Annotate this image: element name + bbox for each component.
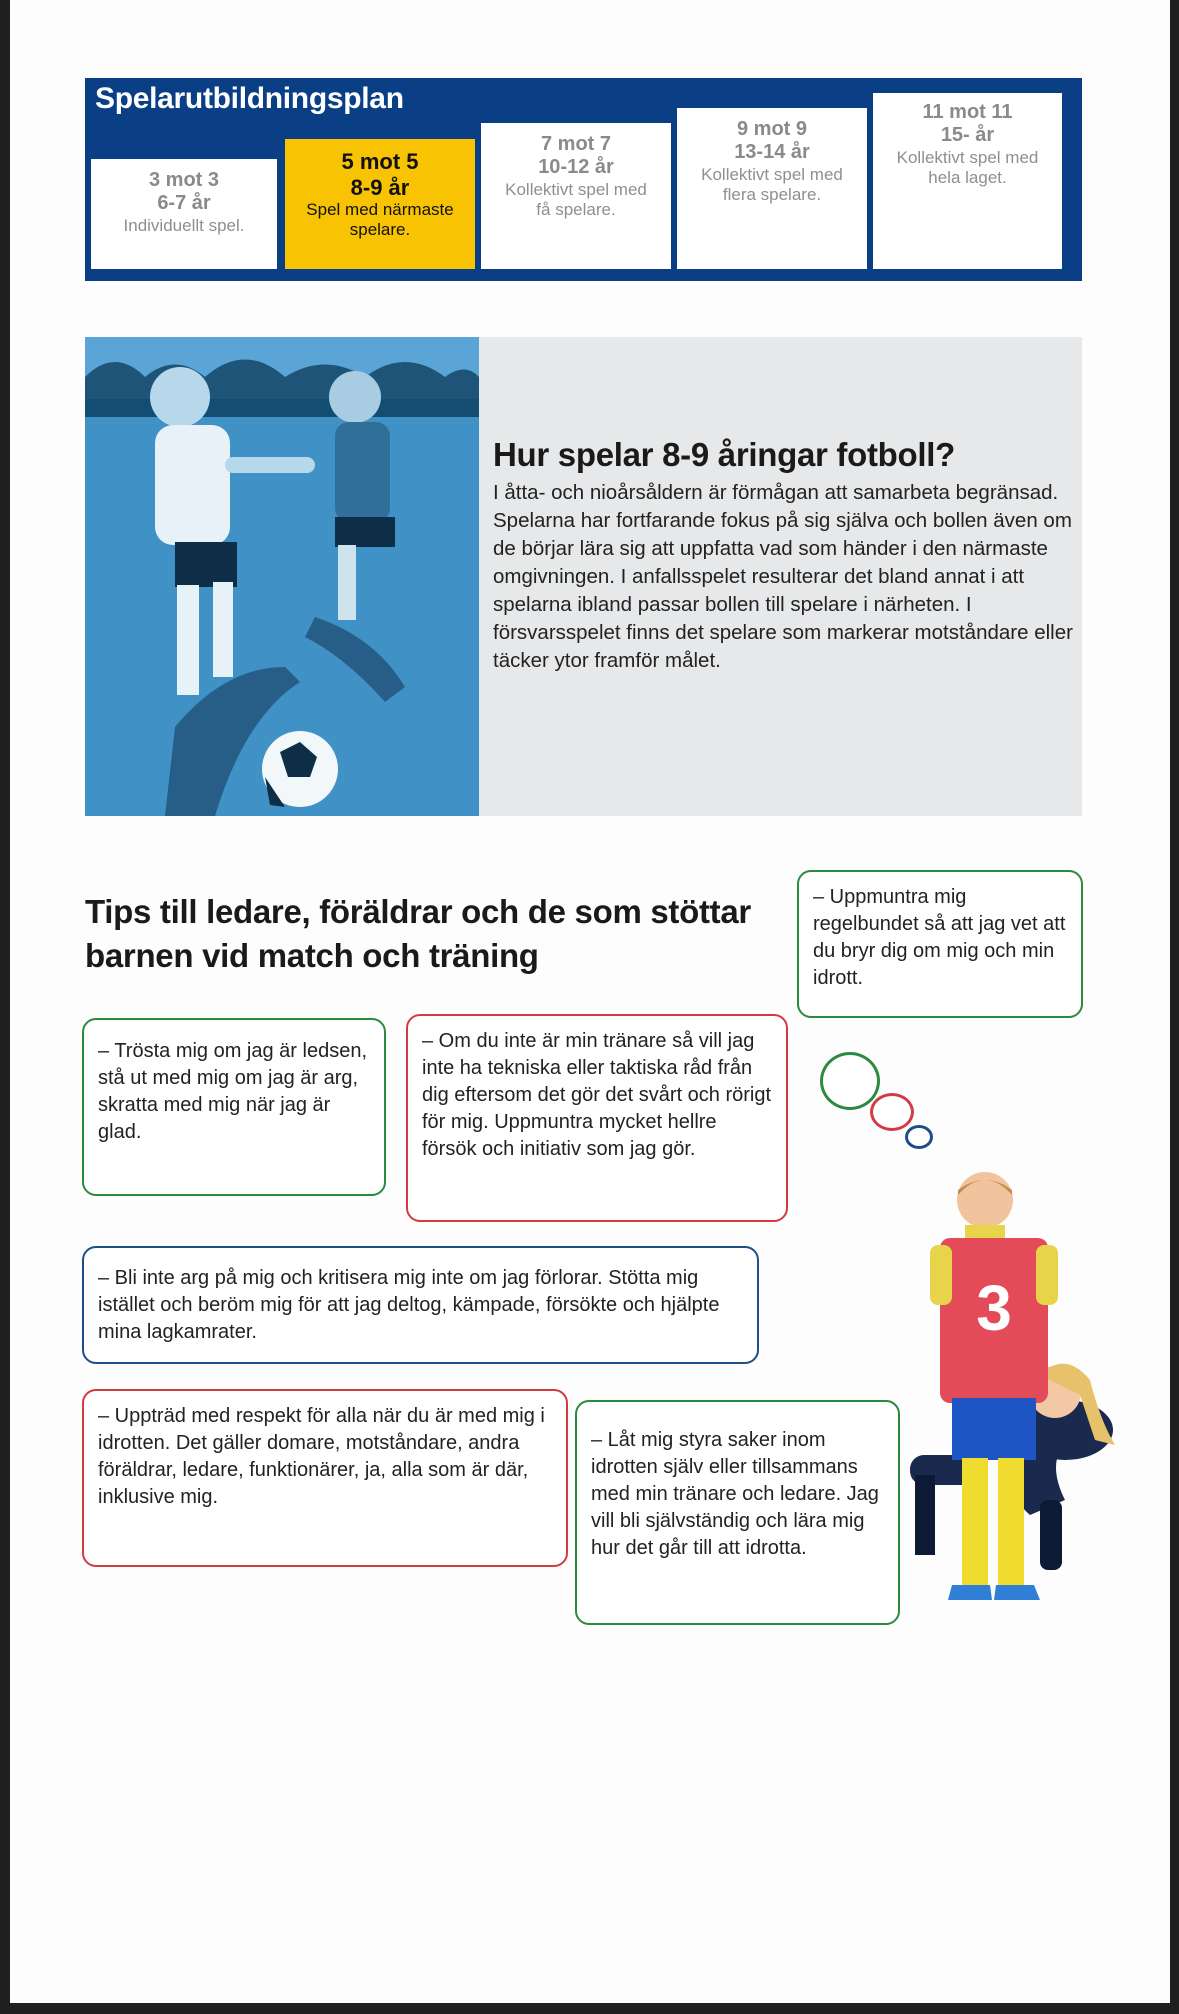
thought-cloud-medium	[870, 1093, 914, 1131]
stage-format: 7 mot 7	[540, 133, 612, 155]
stage-description: Kollektivt spel med flera spelare.	[701, 164, 843, 204]
stage-format: 5 mot 5	[341, 149, 419, 174]
article-title: Hur spelar 8-9 åringar fotboll?	[493, 436, 955, 473]
tip-bubble-comfort	[82, 1018, 386, 1196]
stage-description: Kollektivt spel med hela laget.	[896, 147, 1039, 187]
player-development-plan	[85, 78, 1082, 281]
stage-age: 15- år	[940, 124, 995, 147]
thought-cloud-small	[905, 1125, 933, 1149]
tip-bubble-respect	[82, 1389, 568, 1567]
stage-age: 10-12 år	[538, 156, 614, 179]
tip-bubble-losing	[82, 1246, 759, 1364]
tip-text: – Uppträd med respekt för alla när du är med mig i idrotten. Det gäller domare, motståndare, andra föräldrar, ledare, funktionärer, ja, alla som är där, inklusive mig.	[98, 1405, 545, 1508]
stage-format: 3 mot 3	[148, 169, 220, 191]
stage-format: 9 mot 9	[736, 118, 808, 140]
players-illustration	[890, 1170, 1130, 1620]
tip-text: – Låt mig styra saker inom idrotten själv eller tillsammans med min tränare och ledare. Jag vill bli självständig och lära mig hur det går till att idrotta.	[591, 1429, 879, 1559]
tip-bubble-advice	[406, 1014, 788, 1222]
tips-title: Tips till ledare, föräldrar och de som stöttar barnen vid match och träning	[85, 893, 751, 974]
age-group-article	[85, 337, 1082, 816]
stage-age: 6-7 år	[157, 192, 211, 215]
stage-description: Individuellt spel.	[123, 215, 245, 235]
tip-bubble-encourage	[797, 870, 1083, 1018]
stage-format: 11 mot 11	[922, 101, 1013, 123]
stage-description: Spel med närmaste spelare.	[306, 200, 454, 240]
tip-text: – Om du inte är min tränare så vill jag inte ha tekniska eller taktiska råd från dig eftersom det gör det svårt och rörigt för mig. Uppmuntra mycket hellre försök och initiativ som jag gör.	[422, 1030, 772, 1160]
plan-stage-5v5	[285, 139, 475, 269]
stage-age: 8-9 år	[350, 174, 410, 200]
thought-cloud-large	[820, 1052, 880, 1110]
tip-text: – Bli inte arg på mig och kritisera mig inte om jag förlorar. Stötta mig istället och beröm mig för att jag deltog, kämpade, försökte och hjälpte mina lagkamrater.	[98, 1267, 720, 1343]
stage-age: 13-14 år	[734, 141, 810, 164]
tip-text: – Uppmuntra mig regelbundet så att jag vet att du bryr dig om mig och min idrott.	[813, 886, 1066, 989]
plan-stage-7v7	[481, 123, 671, 269]
tip-text: – Trösta mig om jag är ledsen, stå ut med mig om jag är arg, skratta med mig när jag är glad.	[98, 1040, 368, 1143]
plan-stage-3v3	[91, 159, 277, 269]
kids-playing-photo	[85, 337, 479, 816]
stage-description: Kollektivt spel med få spelare.	[505, 179, 647, 219]
tip-bubble-independence	[575, 1400, 900, 1625]
jersey-number: 3	[976, 1272, 1012, 1344]
article-body: I åtta- och nioårsåldern är förmågan att samarbeta begränsad. Spelarna har fortfarande fokus på sig själva och bollen även om de börjar lära sig att uppfatta vad som händer i den närmaste omgivningen. I anfallsspelet resulterar det bland annat i att spelarna ibland passar bollen till spelare i närheten. I försvarsspelet finns det spelare som markerar motståndare eller täcker ytor framför målet.	[493, 481, 1073, 672]
document-page	[10, 0, 1170, 2003]
plan-title: Spelarutbildningsplan	[95, 82, 404, 115]
plan-stage-9v9	[677, 108, 867, 269]
plan-stage-11v11	[873, 93, 1062, 269]
